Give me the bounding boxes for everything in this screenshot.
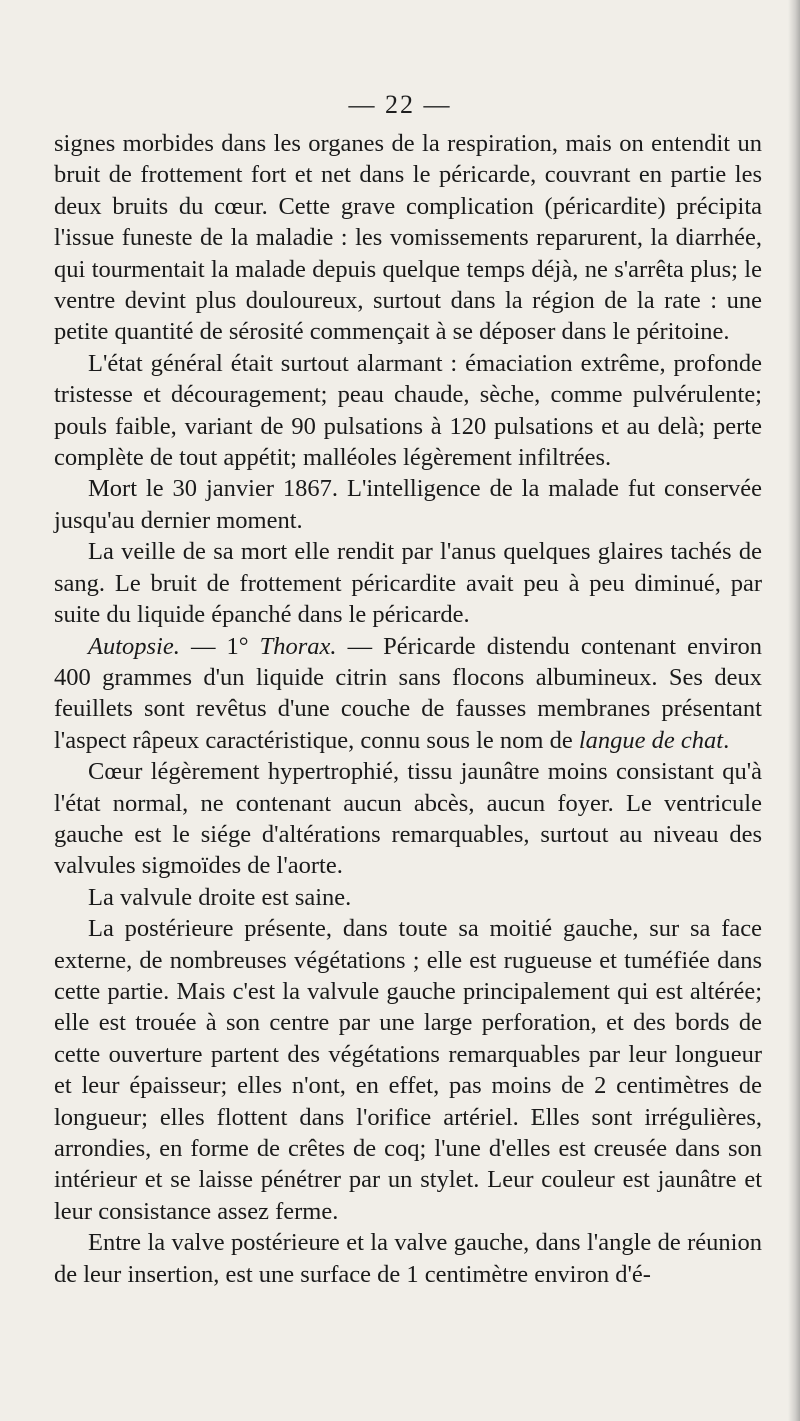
italic-term: langue de chat [578,726,724,754]
paragraph-8: La postérieure présente, dans toute sa moitié gauche, sur sa face externe, de nombreuses végétations ; elle est rugueuse et tuméfiée dans cette partie. Mais c'est la valvule gauche principalement qui est altérée; elle est trouée à son centre par une large perforation, et des bords de cette ouverture partent des végétations remarquables par leur longueur et leur épaisseur; elles n'ont, en effet, pas moins de 2 centimètres de longueur; elles flottent dans l'orifice artériel. Elles sont irrégulières, arrondies, en forme de crêtes de coq; l'une d'elles est creusée dans son intérieur et se laisse pénétrer par un stylet. Leur couleur est jaunâtre et leur consistance assez ferme. [54,915,762,1225]
autopsie-label: Autopsie. [88,632,180,660]
page-number: — 22 — [348,90,452,119]
thorax-label: Thorax. [259,632,337,660]
paragraph-2: L'état général était surtout alarmant : émaciation extrême, profonde tristesse et découragement; peau chaude, sèche, comme pulvérulente; pouls faible, variant de 90 pulsations à 120 pulsations et au delà; perte complète de tout appétit; malléoles légèrement infiltrées. [54,349,762,472]
autopsy-text-end: . [723,726,730,754]
paragraph-7: La valvule droite est saine. [88,883,352,911]
paragraph-4: La veille de sa mort elle rendit par l'anus quelques glaires tachés de sang. Le bruit de frottement péricardite avait peu à peu diminué, par suite du liquide épanché dans le péricarde. [54,538,762,629]
paragraph-6: Cœur légèrement hypertrophié, tissu jaunâtre moins consistant qu'à l'état normal, ne contenant aucun abcès, aucun foyer. Le ventricule gauche est le siége d'altérations remarquables, surtout au niveau des valvules sigmoïdes de l'aorte. [54,758,762,880]
section-dash: — 1° [179,632,260,660]
paragraph-1: signes morbides dans les organes de la respiration, mais on entendit un bruit de frottement fort et net dans le péricarde, couvrant en partie les deux bruits du cœur. Cette grave complication (péricardite) précipita l'issue funeste de la maladie : les vomissements reparurent, la diarrhée, qui tourmentait la malade depuis quelque temps déjà, ne s'arrêta plus; le ventre devint plus douloureux, surtout dans la région de la rate : une petite quantité de sérosité commençait à se déposer dans le péritoine. [54,130,762,346]
body-text [54,128,762,1290]
page-edge-shadow [788,0,800,1421]
paragraph-9: Entre la valve postérieure et la valve gauche, dans l'angle de réunion de leur insertion, est une surface de 1 centimètre environ d'é- [54,1229,762,1288]
autopsy-text: — Péricarde distendu contenant environ 400 grammes d'un liquide citrin sans flocons albumineux. Ses deux feuillets sont revêtus d'une couche de fausses membranes présentant l'aspect râpeux caractéristique, connu sous le nom de [54,632,762,754]
paragraph-5 [54,631,762,757]
paragraph-3: Mort le 30 janvier 1867. L'intelligence de la malade fut conservée jusqu'au dernier moment. [54,475,762,534]
